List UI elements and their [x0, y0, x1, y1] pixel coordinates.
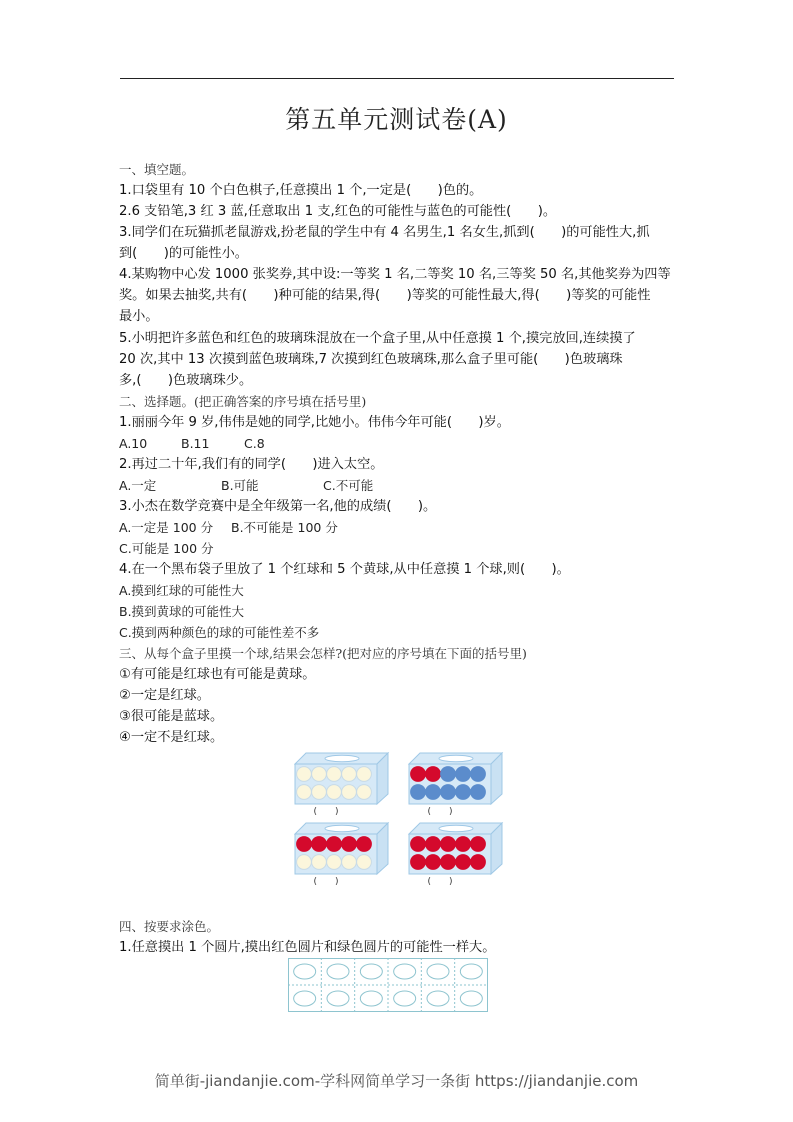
s2-q2-stem: 2.再过二十年,我们有的同学( )进入太空。: [119, 457, 384, 472]
footer-watermark: 简单街-jiandanjie.com-学科网简单学习一条街 https://jiandanjie.com: [154, 1072, 639, 1090]
option: C.8: [244, 436, 265, 451]
header-rule: [120, 78, 674, 79]
option: C.摸到两种颜色的球的可能性差不多: [119, 625, 320, 640]
s1-line: 3.同学们在玩猫抓老鼠游戏,扮老鼠的学生中有 4 名男生,1 名女生,抓到( )的可能性大,抓: [119, 225, 650, 240]
s2-q1-options: [119, 434, 265, 454]
section1-header: 一、填空题。: [119, 162, 195, 177]
answer-blank[interactable]: ( ): [427, 877, 453, 887]
section2-header: 二、选择题。(把正确答案的序号填在括号里): [119, 394, 367, 409]
s1-line: 4.某购物中心发 1000 张奖券,其中设:一等奖 1 名,二等奖 10 名,三等奖 50 名,其他奖券为四等: [119, 267, 671, 282]
ball-box-3: [294, 822, 390, 886]
ball-boxes-illustration: [290, 752, 510, 888]
ball-box-1: [294, 752, 390, 816]
page-title: 第五单元测试卷(A): [285, 105, 508, 134]
s3-choice: ④一定不是红球。: [119, 730, 224, 745]
s1-line: 20 次,其中 13 次摸到蓝色玻璃珠,7 次摸到红色玻璃珠,那么盒子里可能( )色玻璃珠: [119, 352, 623, 367]
s1-line: 奖。如果去抽奖,共有( )种可能的结果,得( )等奖的可能性最大,得( )等奖的可能性: [119, 288, 651, 303]
option: B.可能: [221, 478, 259, 493]
section4-header: 四、按要求涂色。: [119, 919, 220, 934]
s3-choice: ①有可能是红球也有可能是黄球。: [119, 667, 316, 682]
s1-line: 5.小明把许多蓝色和红色的玻璃珠混放在一个盒子里,从中任意摸 1 个,摸完放回,连续摸了: [119, 331, 636, 346]
option: B.不可能是 100 分: [231, 520, 338, 535]
coloring-grid: [288, 958, 488, 1012]
option: B.摸到黄球的可能性大: [119, 604, 245, 619]
answer-blank[interactable]: ( ): [313, 807, 339, 817]
s1-line: 到( )的可能性小。: [119, 246, 248, 261]
s2-q2-options: [119, 476, 373, 496]
s1-line: 1.口袋里有 10 个白色棋子,任意摸出 1 个,一定是( )色的。: [119, 183, 483, 198]
s2-q4-stem: 4.在一个黑布袋子里放了 1 个红球和 5 个黄球,从中任意摸 1 个球,则( )。: [119, 562, 570, 577]
option: C.不可能: [323, 478, 374, 493]
section3-header: 三、从每个盒子里摸一个球,结果会怎样?(把对应的序号填在下面的括号里): [119, 646, 527, 661]
s1-line: 多,( )色玻璃珠少。: [119, 373, 253, 388]
circle-chips-grid[interactable]: [288, 958, 488, 1012]
s2-q3-stem: 3.小杰在数学竞赛中是全年级第一名,他的成绩( )。: [119, 499, 437, 514]
s3-choice: ②一定是红球。: [119, 688, 210, 703]
answer-blank[interactable]: ( ): [313, 877, 339, 887]
s2-q3-options: [119, 518, 338, 538]
option: A.10: [119, 436, 148, 451]
option: B.11: [181, 436, 210, 451]
answer-blank[interactable]: ( ): [427, 807, 453, 817]
option: A.一定: [119, 478, 157, 493]
s4-q1: 1.任意摸出 1 个圆片,摸出红色圆片和绿色圆片的可能性一样大。: [119, 940, 496, 955]
option: C.可能是 100 分: [119, 541, 214, 556]
ball-box-4: [408, 822, 504, 886]
option: A.摸到红球的可能性大: [119, 583, 244, 598]
s2-q1-stem: 1.丽丽今年 9 岁,伟伟是她的同学,比她小。伟伟今年可能( )岁。: [119, 415, 510, 430]
s3-choice: ③很可能是蓝球。: [119, 709, 224, 724]
s1-line: 2.6 支铅笔,3 红 3 蓝,任意取出 1 支,红色的可能性与蓝色的可能性( )。: [119, 204, 557, 219]
option: A.一定是 100 分: [119, 520, 214, 535]
ball-box-2: [408, 752, 504, 816]
s1-line: 最小。: [119, 309, 159, 324]
